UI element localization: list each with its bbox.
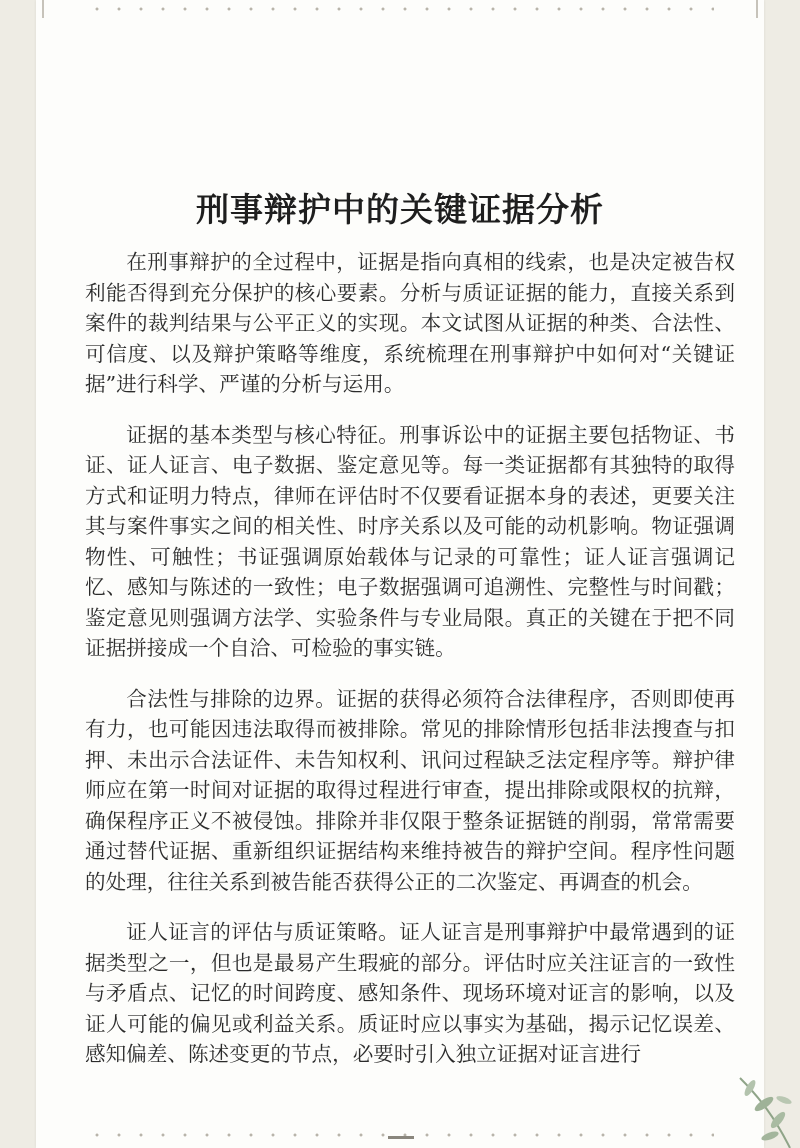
article-body xyxy=(85,247,735,1090)
paragraph-4: 证人证言的评估与质证策略。证人证言是刑事辩护中最常遇到的证据类型之一，但也是最易产生瑕疵的部分。评估时应关注证言的一致性与矛盾点、记忆的时间跨度、感知条件、现场环境对证言的影响，以及证人可能的偏见或利益关系。质证时应以事实为基础，揭示记忆误差、感知偏差、陈述变更的节点，必要时引入独立证据对证言进行 xyxy=(85,920,735,1066)
paragraph-3: 合法性与排除的边界。证据的获得必须符合法律程序，否则即使再有力，也可能因违法取得而被排除。常见的排除情形包括非法搜查与扣押、未出示合法证件、未告知权利、讯问过程缺乏法定程序等。辩护律师应在第一时间对证据的取得过程进行审查，提出排除或限权的抗辩，确保程序正义不被侵蚀。排除并非仅限于整条证据链的削弱，常常需要通过替代证据、重新组织证据结构来维持被告的辩护空间。程序性问题的处理，往往关系到被告能否获得公正的二次鉴定、再调查的机会。 xyxy=(85,686,735,894)
paragraph-1: 在刑事辩护的全过程中，证据是指向真相的线索，也是决定被告权利能否得到充分保护的核心要素。分析与质证证据的能力，直接关系到案件的裁判结果与公平正义的实现。本文试图从证据的种类、合法性、可信度、以及辩护策略等维度，系统梳理在刑事辩护中如何对“关键证据”进行科学、严谨的分析与运用。 xyxy=(85,250,735,396)
right-edge-line xyxy=(756,0,758,18)
page-marker-dash xyxy=(388,1136,414,1139)
paragraph-2: 证据的基本类型与核心特征。刑事诉讼中的证据主要包括物证、书证、证人证言、电子数据、鉴定意见等。每一类证据都有其独特的取得方式和证明力特点，律师在评估时不仅要看证据本身的表述，更要关注其与案件事实之间的相关性、时序关系以及可能的动机影响。物证强调物性、可触性；书证强调原始载体与记录的可靠性；证人证言强调记忆、感知与陈述的一致性；电子数据强调可追溯性、完整性与时间戳；鉴定意见则强调方法学、实验条件与专业局限。真正的关键在于把不同证据拼接成一个自洽、可检验的事实链。 xyxy=(85,422,735,660)
leaf-decoration-icon xyxy=(680,1008,800,1148)
left-edge-line xyxy=(42,0,44,18)
document-page xyxy=(36,0,764,1148)
page-title: 刑事辩护中的关键证据分析 xyxy=(196,190,604,229)
top-dot-border xyxy=(86,6,714,12)
